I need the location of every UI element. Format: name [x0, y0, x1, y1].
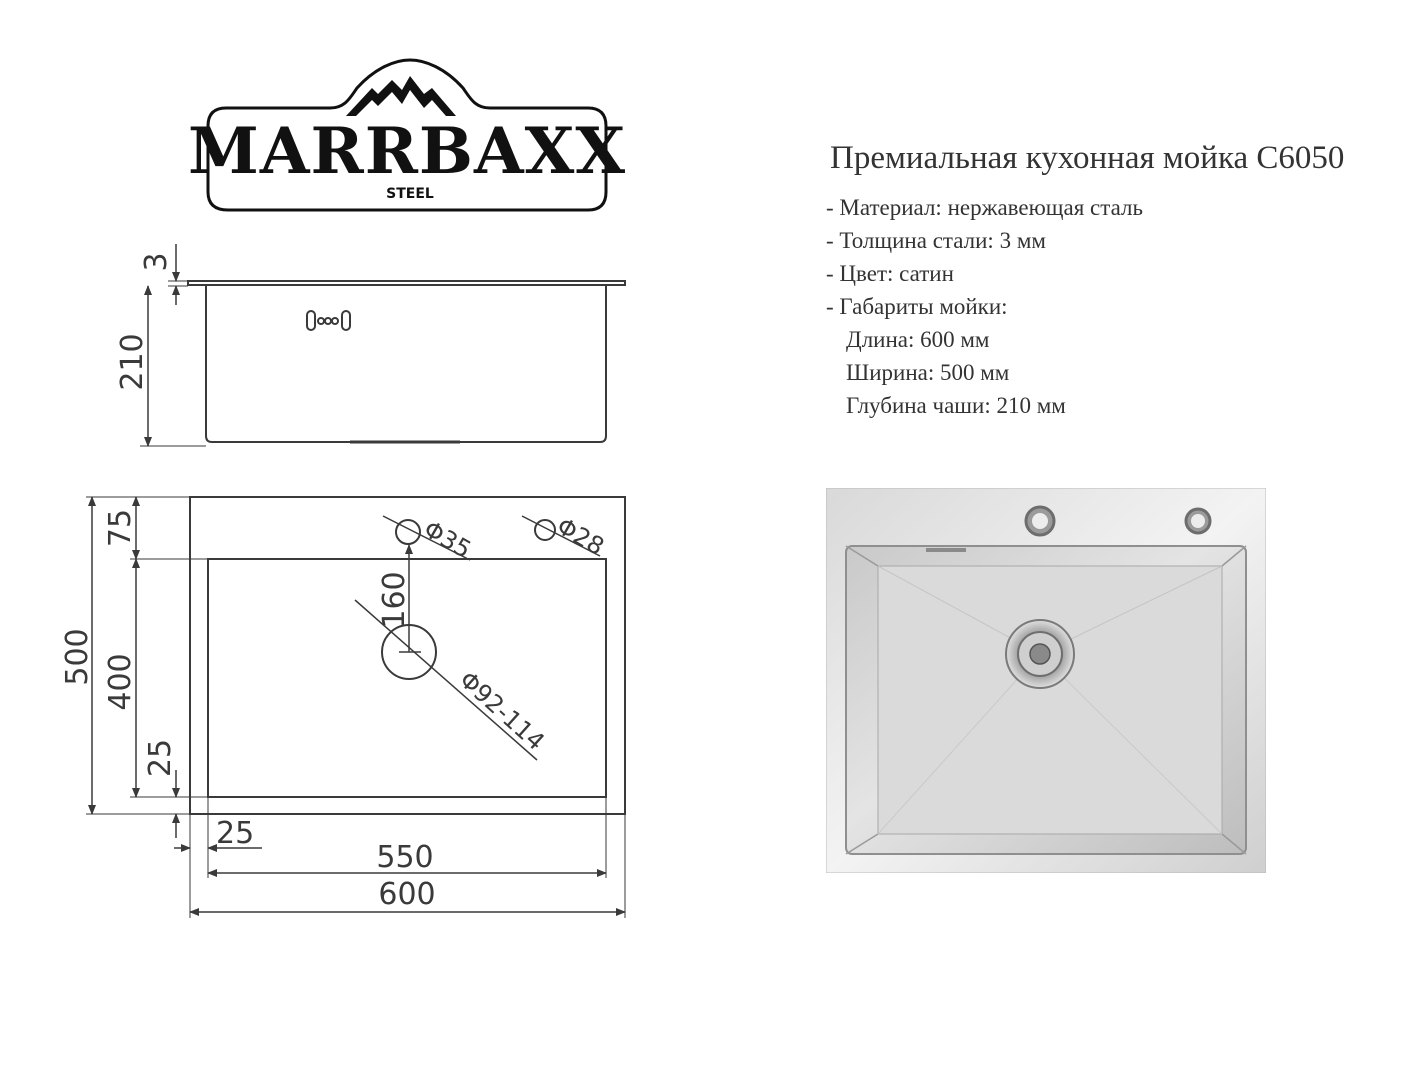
top-view [86, 497, 625, 918]
dim-bottom-margin: 25 [143, 738, 178, 778]
label-hole-35: Φ35 [419, 514, 476, 564]
spec-dimensions: - Габариты мойки: [826, 294, 1008, 319]
spec-material: - Материал: нержавеющая сталь [826, 195, 1143, 220]
label-hole-28: Φ28 [552, 511, 609, 561]
product-title: Премиальная кухонная мойка C6050 [830, 140, 1345, 176]
spec-bowl-depth: Глубина чаши: 210 мм [846, 393, 1066, 418]
spec-length: Длина: 600 мм [846, 327, 990, 352]
logo-sub-text: STEEL [386, 186, 434, 202]
spec-thickness: - Толщина стали: 3 мм [826, 228, 1046, 253]
dim-left-margin: 25 [216, 816, 255, 851]
spec-color: - Цвет: сатин [826, 261, 954, 286]
side-view [140, 244, 625, 446]
dim-rim: 3 [139, 252, 174, 272]
dim-depth: 210 [115, 333, 150, 391]
bowl-profile [206, 285, 606, 442]
sink-photo [826, 488, 1266, 873]
label-drain: Φ92-114 [453, 665, 550, 756]
rim-plate [188, 281, 625, 285]
dim-height-inner: 400 [103, 653, 138, 711]
overflow-slots [307, 311, 350, 330]
tap-hole-28 [535, 520, 555, 540]
dim-top-margin: 75 [103, 508, 138, 548]
dim-width-inner: 550 [376, 840, 434, 875]
dim-height-outer: 500 [60, 628, 95, 686]
dim-width-outer: 600 [378, 877, 436, 912]
logo-brand-text: MARRBAXX [188, 114, 626, 189]
product-specs [826, 140, 1406, 422]
brand-logo [188, 60, 626, 210]
dim-drain-offset: 160 [377, 571, 412, 629]
spec-width: Ширина: 500 мм [846, 360, 1010, 385]
